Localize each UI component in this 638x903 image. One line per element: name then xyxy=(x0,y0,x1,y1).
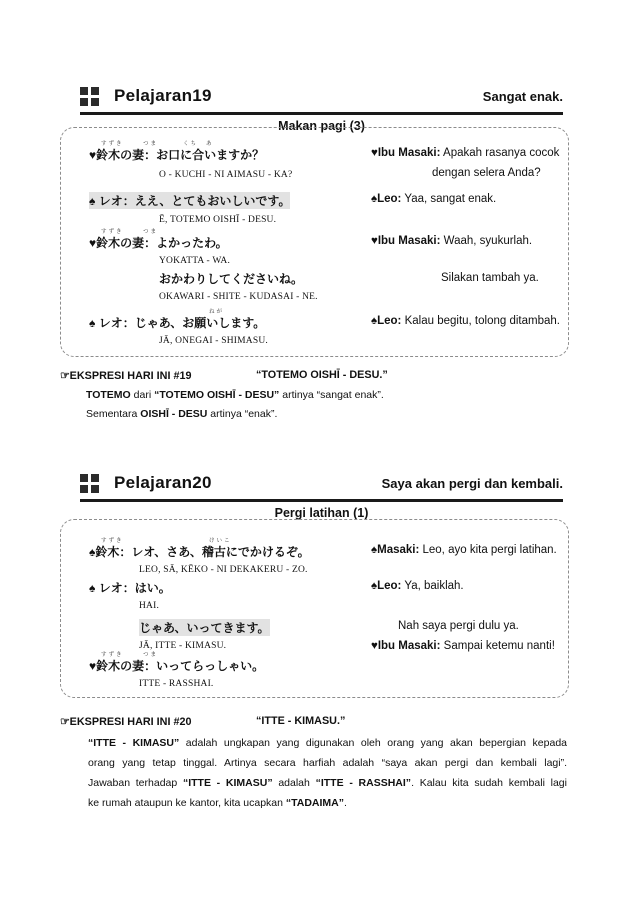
furigana: つま xyxy=(143,141,159,147)
expression-title: ☞EKSPRESI HARI INI #19 “TOTEMO OISHĪ - DESU.” xyxy=(60,369,388,382)
expression-title: ☞EKSPRESI HARI INI #20 “ITTE - KIMASU.” xyxy=(60,715,346,728)
furigana: つま xyxy=(143,229,159,235)
furigana: けいこ xyxy=(209,538,232,544)
header-rule xyxy=(80,112,563,115)
lesson-title: Pelajaran19 xyxy=(114,86,212,105)
japanese-line: おかわりしてくださいね。 xyxy=(159,272,304,286)
japanese-line: ♥鈴木の妻：いってらっしゃい。 xyxy=(89,659,265,673)
romaji-line: Ē, TOTEMO OISHĪ - DESU. xyxy=(159,215,277,225)
translation-line: ♥Ibu Masaki: Sampai ketemu nanti! xyxy=(371,640,555,652)
japanese-line: ♠ レオ：じゃあ、お願いします。 xyxy=(89,316,266,330)
expression-text: “ITTE - KIMASU” adalah ungkapan yang digunakan oleh orang yang akan bepergian kepada xyxy=(88,737,567,749)
translation-line: Silakan tambah ya. xyxy=(441,272,539,284)
furigana: すずき xyxy=(101,141,124,147)
japanese-line: ♥鈴木の妻：お口に合いますか？ xyxy=(89,148,265,162)
lesson-topic: Makan pagi (3) xyxy=(278,119,365,133)
lesson-title: Pelajaran20 xyxy=(114,473,212,492)
lesson-subtitle: Saya akan pergi dan kembali. xyxy=(381,476,563,491)
romaji-line: YOKATTA - WA. xyxy=(159,256,231,266)
translation-line: Nah saya pergi dulu ya. xyxy=(398,620,519,632)
translation-line: ♠Leo: Kalau begitu, tolong ditambah. xyxy=(371,315,560,327)
furigana: くち xyxy=(183,141,199,147)
japanese-line: ♥鈴木の妻：よかったわ。 xyxy=(89,236,228,250)
japanese-line: ♠ レオ：はい。 xyxy=(89,581,171,595)
grid-icon xyxy=(80,474,100,494)
furigana: ねが xyxy=(209,309,225,315)
japanese-line: ♠鈴木：レオ、さあ、稽古にでかけるぞ。 xyxy=(89,545,310,559)
translation-line: ♥Ibu Masaki: Waah, syukurlah. xyxy=(371,235,533,247)
romaji-line: O - KUCHI - NI AIMASU - KA? xyxy=(159,170,293,180)
romaji-line: HAI. xyxy=(139,601,160,611)
lesson-19-header xyxy=(80,86,563,133)
furigana: すずき xyxy=(101,229,124,235)
lesson-topic: Pergi latihan (1) xyxy=(274,506,369,520)
translation-line-cont: dengan selera Anda? xyxy=(432,167,541,179)
japanese-line: ♠ レオ：ええ、とてもおいしいです。 xyxy=(89,194,291,208)
dialog-box-19 xyxy=(60,127,569,357)
furigana: すずき xyxy=(101,652,124,658)
expression-text: orang yang tetap tinggal. Artinya secara harfiah adalah “saya akan pergi dan kembali lagi”. xyxy=(88,757,567,769)
lesson-20-header xyxy=(80,473,563,520)
dialog-box-20 xyxy=(60,519,569,698)
japanese-line: じゃあ、いってきます。 xyxy=(139,621,270,635)
romaji-line: JĀ, ITTE - KIMASU. xyxy=(139,641,227,651)
furigana: つま xyxy=(143,652,159,658)
translation-line: ♠Masaki: Leo, ayo kita pergi latihan. xyxy=(371,544,557,556)
lesson-subtitle: Sangat enak. xyxy=(482,89,563,104)
grid-icon xyxy=(80,87,100,107)
expression-text: TOTEMO dari “TOTEMO OISHĪ - DESU” artinya “sangat enak”. xyxy=(86,389,384,401)
header-rule xyxy=(80,499,563,502)
furigana: すずき xyxy=(101,538,124,544)
furigana: あ xyxy=(206,141,214,147)
translation-line: ♠Leo: Ya, baiklah. xyxy=(371,580,464,592)
expression-text: Sementara OISHĪ - DESU artinya “enak”. xyxy=(86,408,278,420)
translation-line: ♥Ibu Masaki: Apakah rasanya cocok xyxy=(371,147,560,159)
expression-text: Jawaban terhadap “ITTE - KIMASU” adalah “ITTE - RASSHAI”. Kalau kita sudah kembali lagi xyxy=(88,777,567,789)
romaji-line: JĀ, ONEGAI - SHIMASU. xyxy=(159,336,268,346)
romaji-line: ITTE - RASSHAI. xyxy=(139,679,214,689)
romaji-line: LEO, SĀ, KĒKO - NI DEKAKERU - ZO. xyxy=(139,565,308,575)
romaji-line: OKAWARI - SHITE - KUDASAI - NE. xyxy=(159,292,318,302)
expression-text: ke rumah ataupun ke kantor, kita ucapkan “TADAIMA”. xyxy=(88,797,347,809)
translation-line: ♠Leo: Yaa, sangat enak. xyxy=(371,193,497,205)
